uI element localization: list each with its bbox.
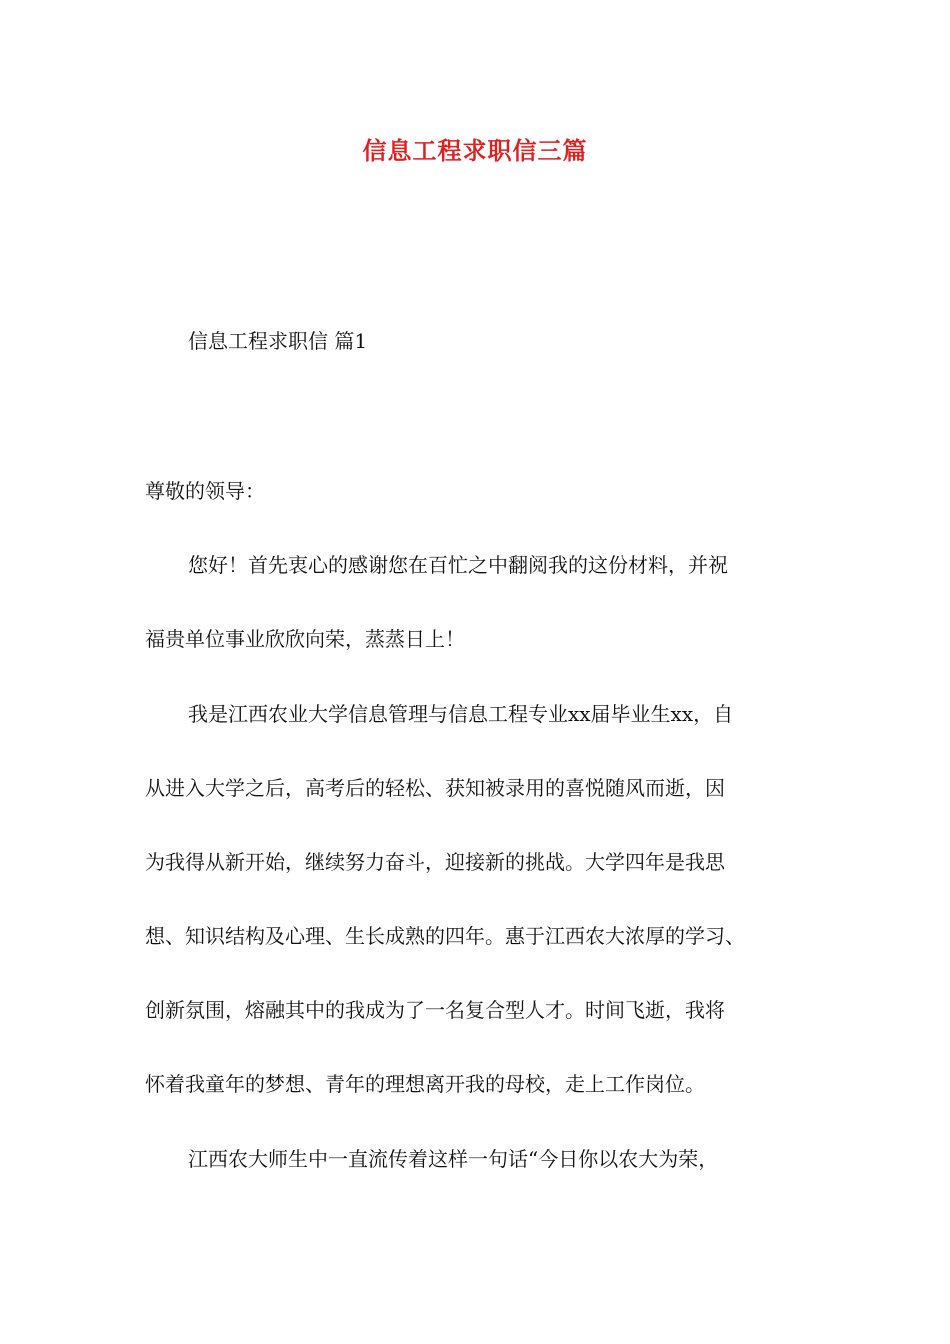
paragraph-line: 我是江西农业大学信息管理与信息工程专业xx届毕业生xx，自 (188, 702, 734, 726)
salutation: 尊敬的领导： (145, 479, 265, 503)
paragraph-line: 福贵单位事业欣欣向荣，蒸蒸日上！ (145, 627, 465, 651)
section-heading: 信息工程求职信 篇1 (188, 329, 368, 353)
paragraph-line: 您好！首先衷心的感谢您在百忙之中翻阅我的这份材料，并祝 (188, 553, 728, 577)
paragraph-line: 创新氛围，熔融其中的我成为了一名复合型人才。时间飞逝，我将 (145, 998, 725, 1022)
paragraph-line: 怀着我童年的梦想、青年的理想离开我的母校，走上工作岗位。 (145, 1072, 705, 1096)
paragraph-line: 想、知识结构及心理、生长成熟的四年。惠于江西农大浓厚的学习、 (145, 924, 745, 948)
paragraph-line: 江西农大师生中一直流传着这样一句话“今日你以农大为荣， (188, 1147, 719, 1171)
paragraph-line: 从进入大学之后，高考后的轻松、获知被录用的喜悦随风而逝，因 (145, 776, 725, 800)
document-title: 信息工程求职信三篇 (362, 136, 588, 165)
paragraph-line: 为我得从新开始，继续努力奋斗，迎接新的挑战。大学四年是我思 (145, 850, 725, 874)
